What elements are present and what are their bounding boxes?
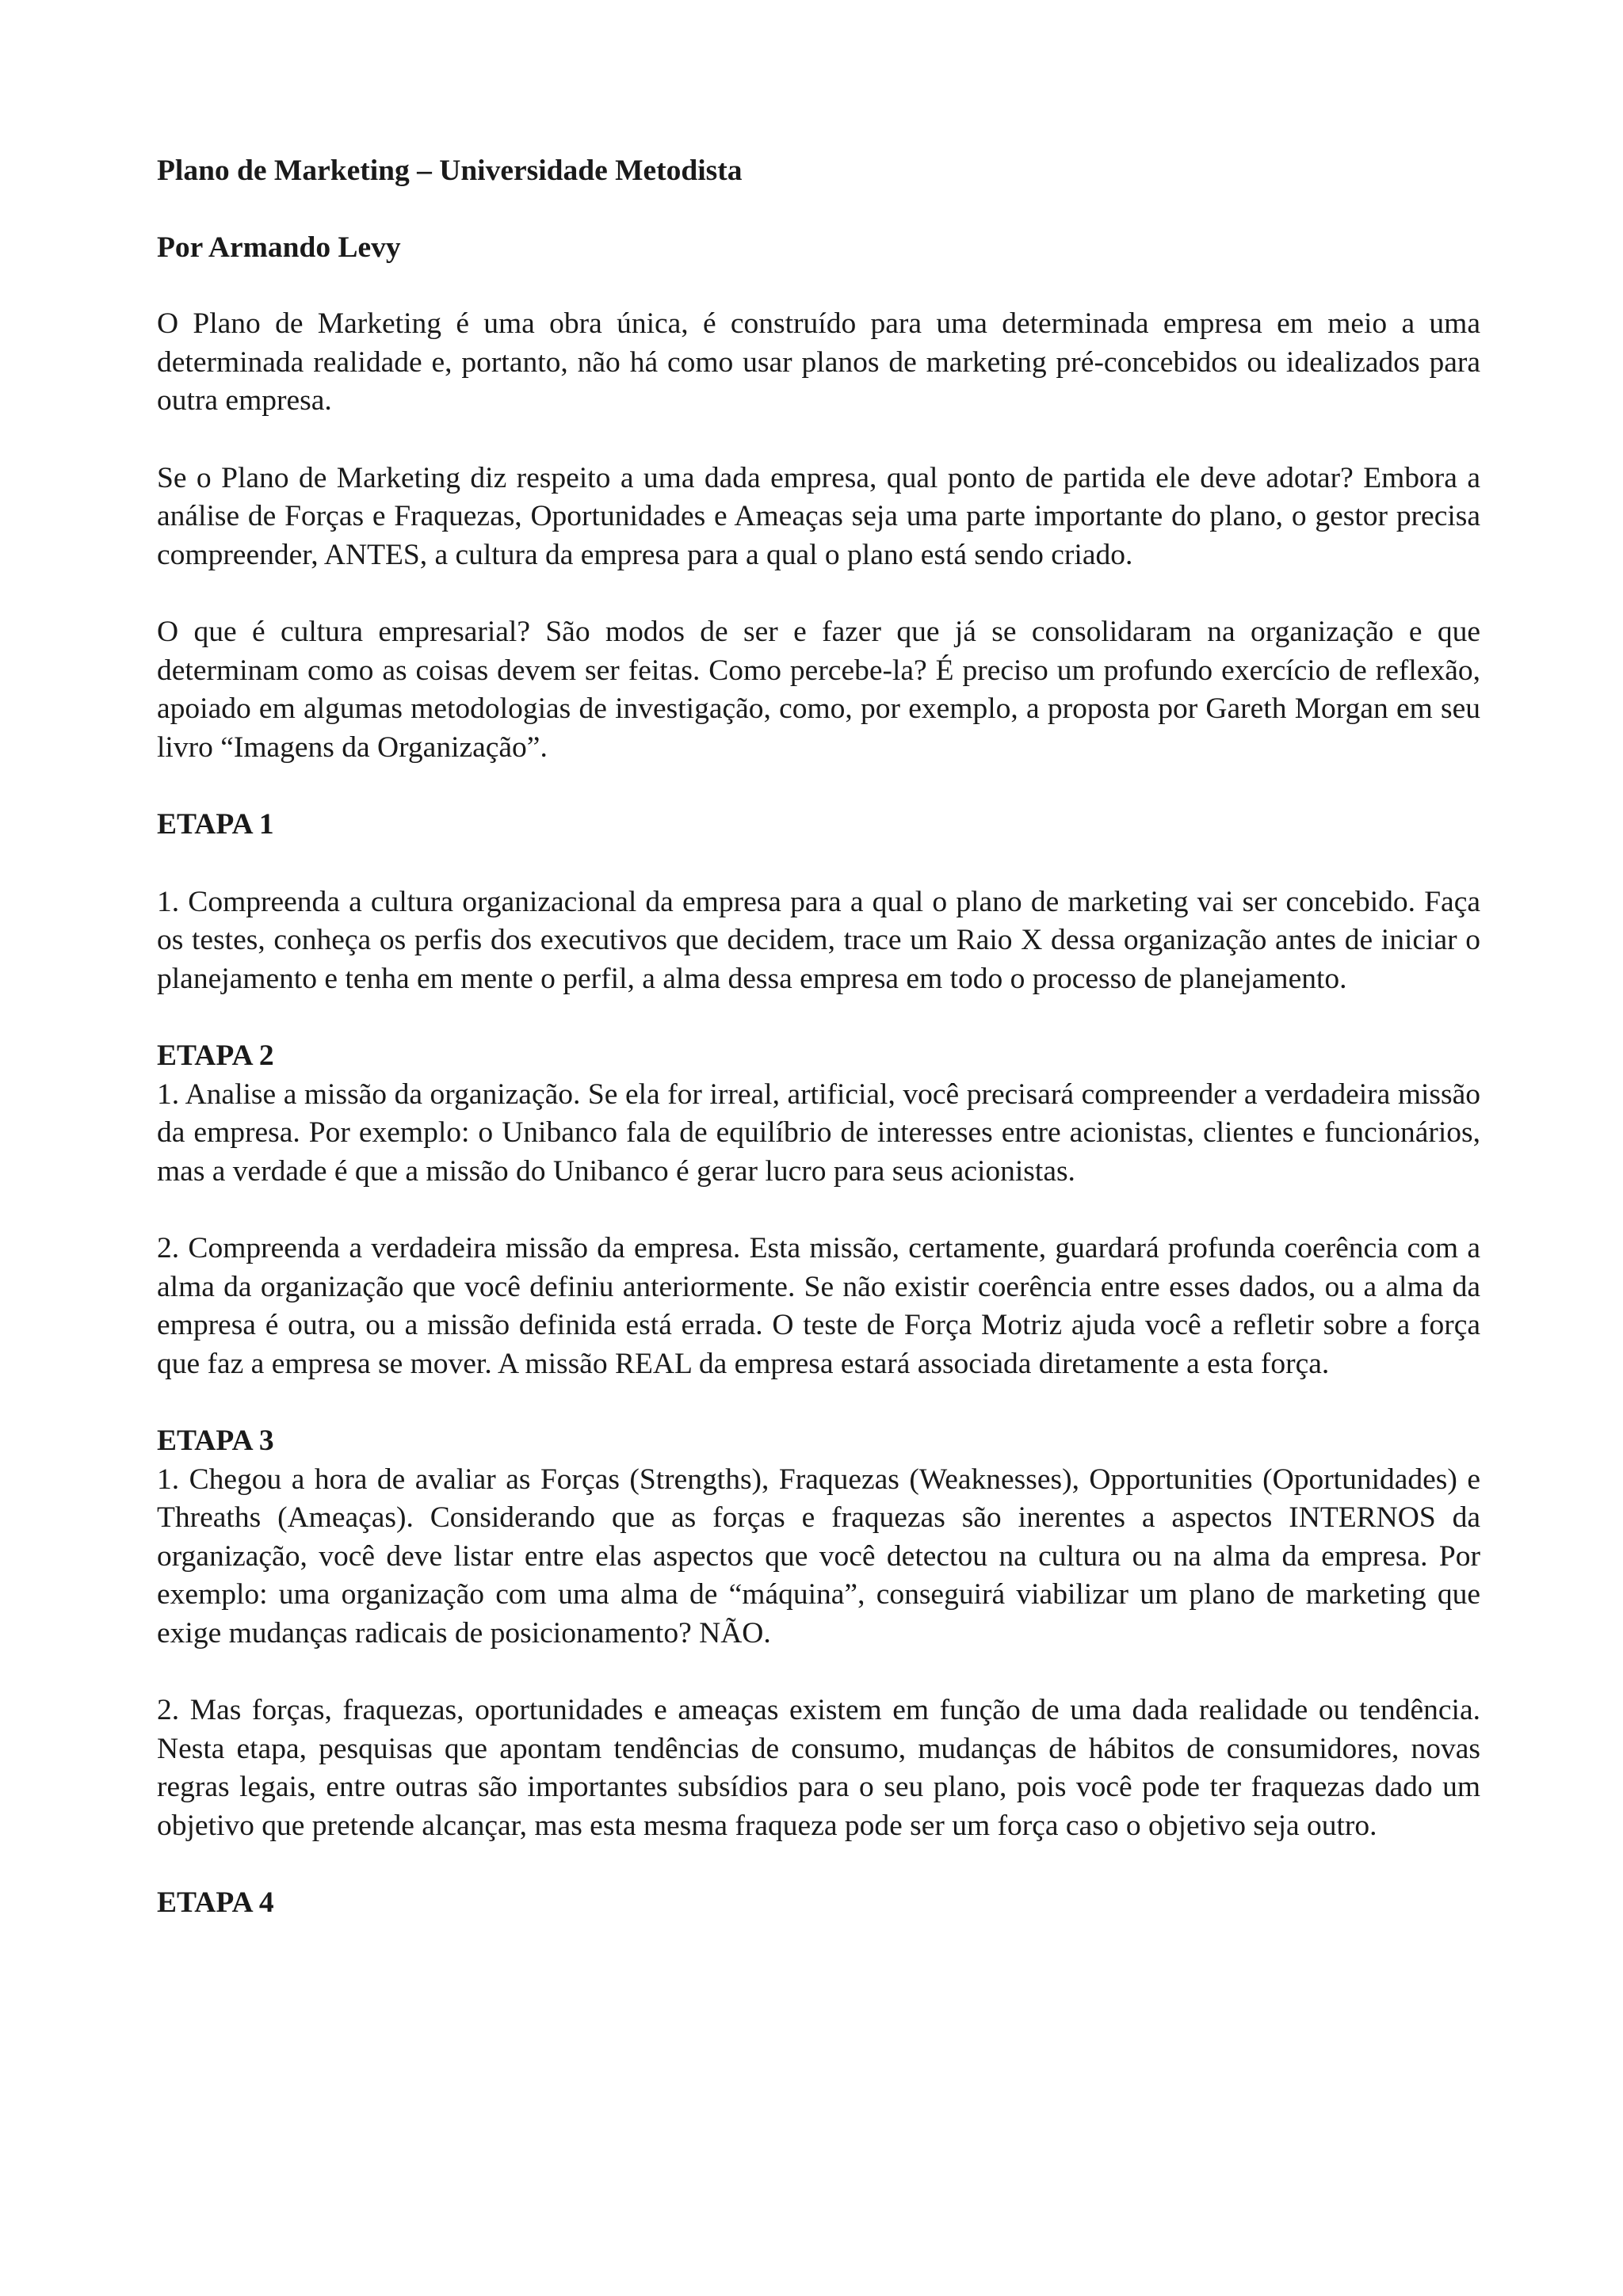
etapa-2-paragraph: 2. Compreenda a verdadeira missão da empresa. Esta missão, certamente, guardará profunda coerência com a alma da organização que você definiu anteriormente. Se não existir coerência entre esses dados, ou a alma da empresa é outra, ou a missão definida está errada. O teste de Força Motriz ajuda você a refletir sobre a força que faz a empresa se mover. A missão REAL da empresa estará associada diretamente a esta força. xyxy=(157,1232,1480,1380)
etapa-2-heading: ETAPA 2 xyxy=(157,1039,274,1072)
intro-paragraph: Se o Plano de Marketing diz respeito a uma dada empresa, qual ponto de partida ele deve adotar? Embora a análise de Forças e Fraquezas, Oportunidades e Ameaças seja uma parte importante do plano, o gestor precisa compreender, ANTES, a cultura da empresa para a qual o plano está sendo criado. xyxy=(157,461,1480,571)
document-page xyxy=(157,152,1480,1923)
etapa-3-paragraph: 2. Mas forças, fraquezas, oportunidades e ameaças existem em função de uma dada realidade ou tendência. Nesta etapa, pesquisas que apontam tendências de consumo, mudanças de hábitos de consumidores, novas regras legais, entre outras são importantes subsídios para o seu plano, pois você pode ter fraquezas dado um objetivo que pretende alcançar, mas esta mesma fraqueza pode ser um força caso o objetivo seja outro. xyxy=(157,1694,1480,1842)
document-title: Plano de Marketing – Universidade Metodista xyxy=(157,154,743,187)
etapa-4-heading: ETAPA 4 xyxy=(157,1886,274,1919)
etapa-2-paragraph: 1. Analise a missão da organização. Se ela for irreal, artificial, você precisará compreender a verdadeira missão da empresa. Por exemplo: o Unibanco fala de equilíbrio de interesses entre acionistas, clientes e funcionários, mas a verdade é que a missão do Unibanco é gerar lucro para seus acionistas. xyxy=(157,1077,1480,1188)
document-author: Por Armando Levy xyxy=(157,231,401,264)
intro-paragraph: O Plano de Marketing é uma obra única, é construído para uma determinada empresa em meio a uma determinada realidade e, portanto, não há como usar planos de marketing pré-concebidos ou idealizados para outra empresa. xyxy=(157,307,1480,417)
etapa-3-heading: ETAPA 3 xyxy=(157,1425,274,1457)
etapa-1-paragraph: 1. Compreenda a cultura organizacional da empresa para a qual o plano de marketing vai ser concebido. Faça os testes, conheça os perfis dos executivos que decidem, trace um Raio X dessa organização antes de iniciar o planejamento e tenha em mente o perfil, a alma dessa empresa em todo o processo de planejamento. xyxy=(157,885,1480,995)
etapa-3-paragraph: 1. Chegou a hora de avaliar as Forças (Strengths), Fraquezas (Weaknesses), Opportunities (Oportunidades) e Threaths (Ameaças). Considerando que as forças e fraquezas são inerentes a aspectos INTERNOS da organização, você deve listar entre elas aspectos que você detectou na cultura ou na alma da empresa. Por exemplo: uma organização com uma alma de “máquina”, conseguirá viabilizar um plano de marketing que exige mudanças radicais de posicionamento? NÃO. xyxy=(157,1463,1480,1650)
intro-paragraph: O que é cultura empresarial? São modos de ser e fazer que já se consolidaram na organização e que determinam como as coisas devem ser feitas. Como percebe-la? É preciso um profundo exercício de reflexão, apoiado em algumas metodologias de investigação, como, por exemplo, a proposta por Gareth Morgan em seu livro “Imagens da Organização”. xyxy=(157,616,1480,764)
etapa-1-heading: ETAPA 1 xyxy=(157,808,274,841)
